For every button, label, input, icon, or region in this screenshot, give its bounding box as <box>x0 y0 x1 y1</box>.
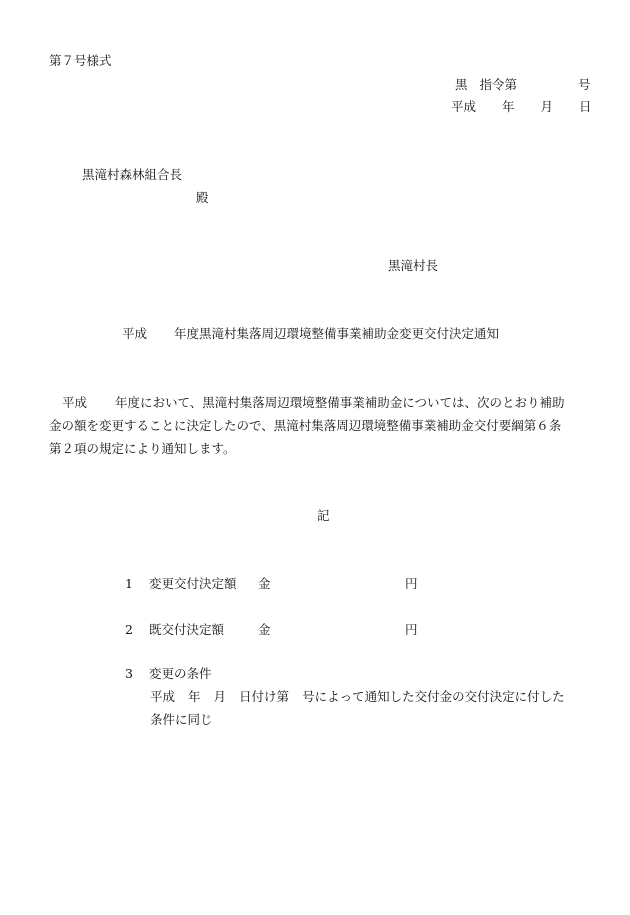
cond-day: 日付け第 <box>239 689 290 704</box>
body-line-1 <box>49 391 602 414</box>
item-2-yen: 円 <box>405 622 418 637</box>
cond-rest: 号によって通知した交付金の交付決定に付した <box>302 689 565 704</box>
body-line-2: 金の額を変更することに決定したので、黒滝村集落周辺環境整備事業補助金交付要綱第６条 <box>49 418 562 433</box>
date-day: 日 <box>579 99 592 114</box>
date-year: 年 <box>502 99 515 114</box>
cond-month: 月 <box>213 689 227 704</box>
item-2-number: 2 <box>125 622 133 637</box>
item-1-yen: 円 <box>405 576 418 591</box>
addressee-honorific: 殿 <box>196 190 209 205</box>
item-2-label: 既交付決定額 <box>149 622 225 637</box>
document-title <box>122 326 499 342</box>
document-number <box>455 77 591 93</box>
addressee-name: 黒滝村森林組合長 <box>82 167 183 182</box>
item-3-label: 変更の条件 <box>149 666 212 681</box>
doc-command: 指令第 <box>479 77 518 92</box>
cond-year: 年 <box>188 689 201 704</box>
body-era: 平成 <box>62 395 88 410</box>
title-text: 年度黒滝村集落周辺環境整備事業補助金変更交付決定通知 <box>174 326 500 341</box>
document-date <box>451 99 592 115</box>
item-1-kin: 金 <box>258 576 271 591</box>
sender-name: 黒滝村長 <box>388 258 439 273</box>
date-era: 平成 <box>451 99 477 114</box>
item-1-label: 変更交付決定額 <box>149 576 237 591</box>
title-era: 平成 <box>122 326 148 341</box>
ki-heading: 記 <box>317 508 330 523</box>
item-2-kin: 金 <box>258 622 271 637</box>
body-line-1-rest: 年度において、黒滝村集落周辺環境整備事業補助金については、次のとおり補助 <box>115 395 565 410</box>
item-3-number: 3 <box>125 666 133 681</box>
item-3-condition-line-2: 条件に同じ <box>150 712 213 727</box>
body-paragraph <box>49 391 602 460</box>
body-line-3: 第２項の規定により通知します。 <box>49 441 236 456</box>
doc-go: 号 <box>578 77 591 92</box>
cond-era: 平成 <box>150 689 176 704</box>
item-3-condition-line-1 <box>150 689 565 705</box>
doc-prefix: 黒 <box>455 77 468 92</box>
form-number: 第７号様式 <box>49 53 112 68</box>
date-month: 月 <box>540 99 554 114</box>
item-1-number: 1 <box>125 576 133 591</box>
